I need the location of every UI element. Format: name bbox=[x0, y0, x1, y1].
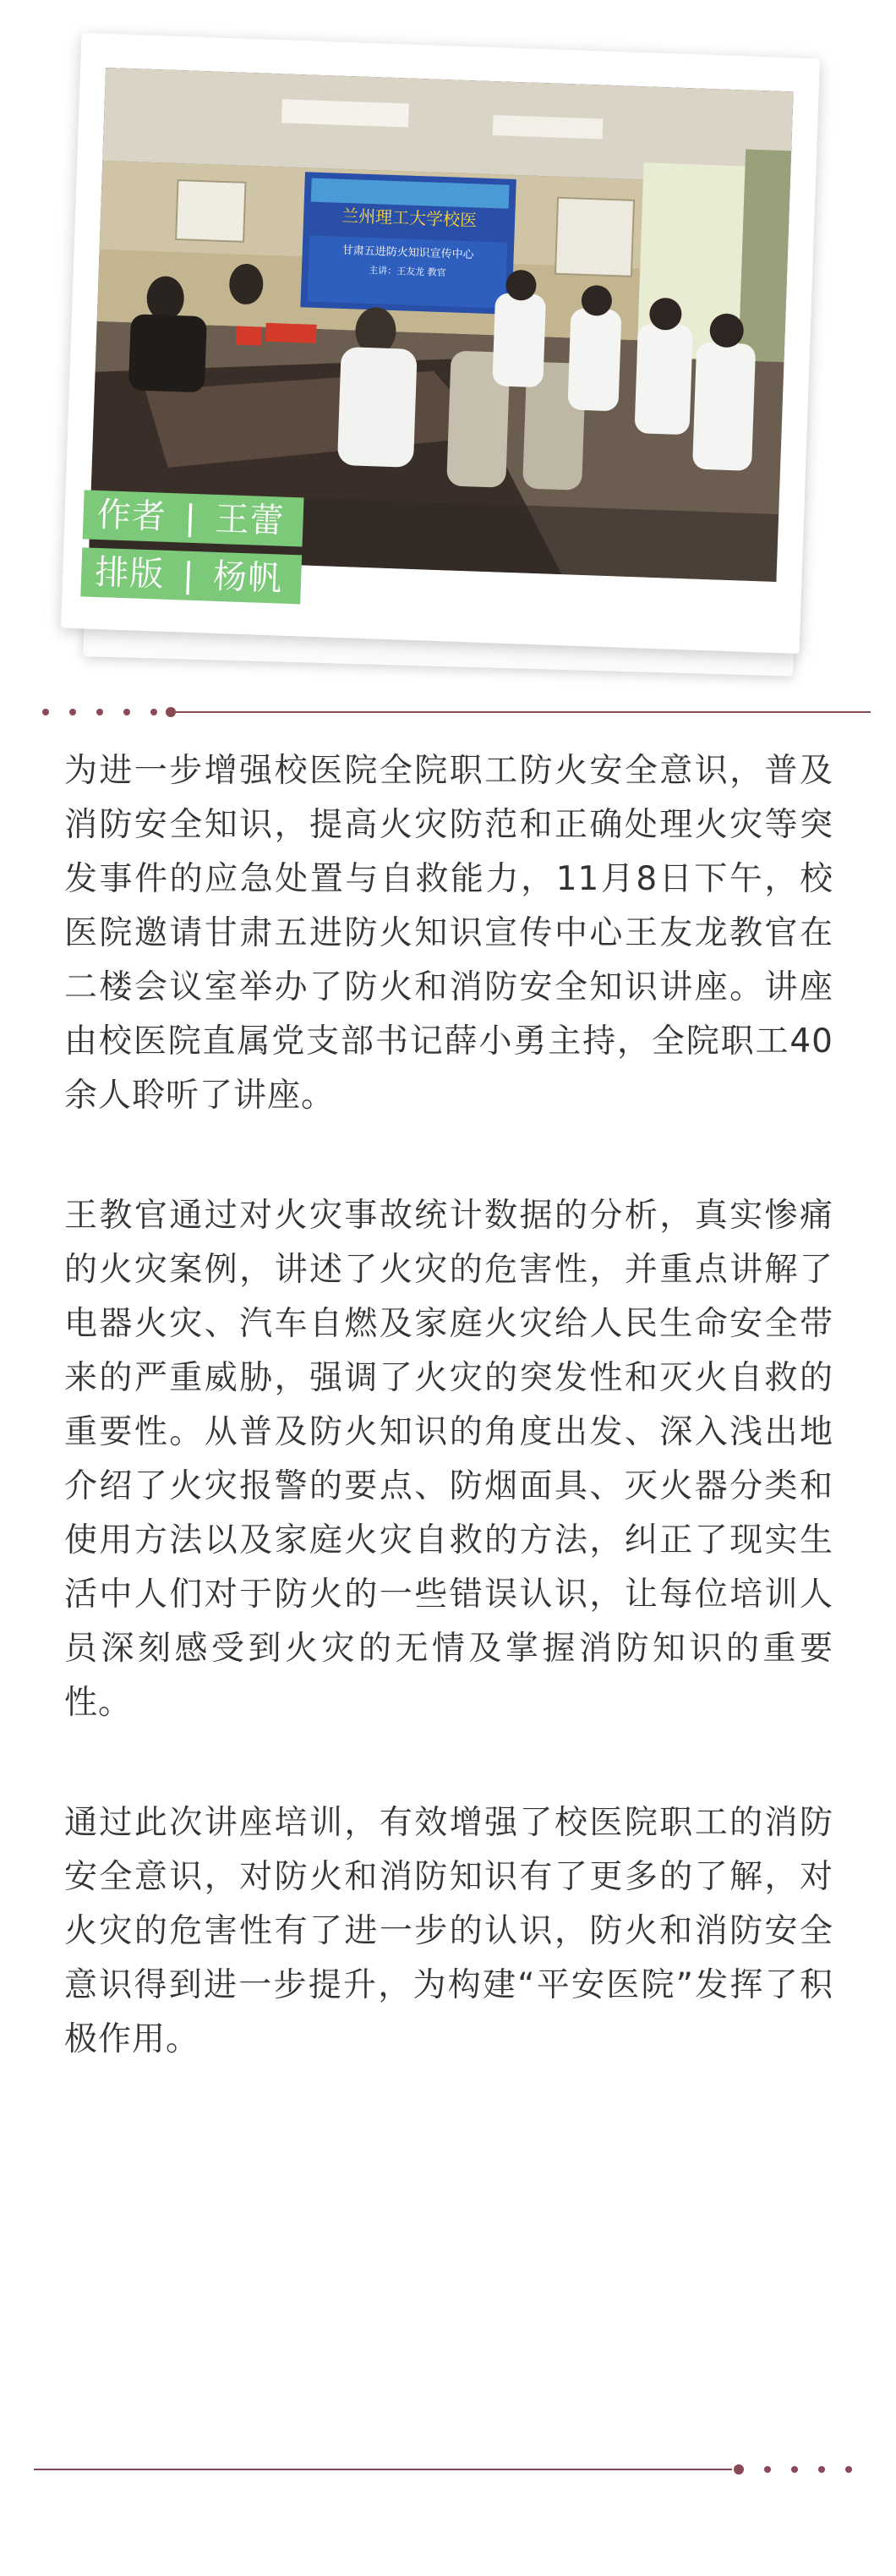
screen-title: 兰州理工大学校医 bbox=[341, 205, 478, 231]
credit-separator: | bbox=[182, 556, 196, 596]
credit-separator: | bbox=[183, 498, 198, 539]
photo-card bbox=[61, 33, 820, 654]
divider-dot-large bbox=[734, 2464, 744, 2475]
article-paragraph: 王教官通过对火灾事故统计数据的分析，真实惨痛的火灾案例，讲述了火灾的危害性，并重点讲解了电器火灾、汽车自燃及家庭火灾给人民生命安全带来的严重威胁，强调了火灾的突发性和灭火自救的重要性。从普及防火知识的角度出发、深入浅出地介绍了火灾报警的要点、防烟面具、灭火器分类和使用方法以及家庭火灾自救的方法，纠正了现实生活中人们对于防火的一些错误认识，让每位培训人员深刻感受到火灾的无情及掌握消防知识的重要性。 bbox=[64, 1197, 833, 1722]
screen-subtitle: 甘肃五进防火知识宣传中心 bbox=[341, 244, 474, 262]
divider-dot bbox=[96, 709, 103, 715]
divider-dot bbox=[791, 2466, 798, 2473]
divider-dot bbox=[123, 709, 130, 715]
author-label: 作者 bbox=[96, 495, 167, 537]
divider-dot bbox=[42, 709, 49, 715]
author-name: 王蕾 bbox=[214, 499, 286, 541]
divider-line bbox=[172, 711, 871, 713]
divider-dot bbox=[764, 2466, 771, 2473]
article-body bbox=[64, 744, 833, 2133]
layout-credit-badge bbox=[80, 547, 302, 604]
divider-dot bbox=[69, 709, 76, 715]
divider-dot bbox=[818, 2466, 825, 2473]
divider-dot bbox=[845, 2466, 852, 2473]
bottom-divider bbox=[34, 2461, 871, 2478]
divider-dot bbox=[150, 709, 157, 715]
layout-name: 杨帆 bbox=[212, 556, 283, 599]
divider-line bbox=[34, 2469, 732, 2470]
screen-speaker: 主讲：王友龙 教官 bbox=[368, 264, 446, 279]
author-credit-badge bbox=[83, 490, 304, 546]
top-divider bbox=[34, 704, 871, 721]
article-paragraph: 通过此次讲座培训，有效增强了校医院职工的消防安全意识，对防火和消防知识有了更多的了解，对火灾的危害性有了进一步的认识，防火和消防安全意识得到进一步提升，为构建“平安医院”发挥了积极作用。 bbox=[64, 1804, 833, 2058]
projection-screen bbox=[300, 172, 516, 315]
layout-label: 排版 bbox=[94, 552, 166, 595]
article-paragraph: 为进一步增强校医院全院职工防火安全意识，普及消防安全知识，提高火灾防范和正确处理火灾等突发事件的应急处置与自救能力，11月8日下午，校医院邀请甘肃五进防火知识宣传中心王友龙教官在二楼会议室举办了防火和消防安全知识讲座。讲座由校医院直属党支部书记薛小勇主持，全院职工40余人聆听了讲座。 bbox=[64, 752, 833, 1115]
